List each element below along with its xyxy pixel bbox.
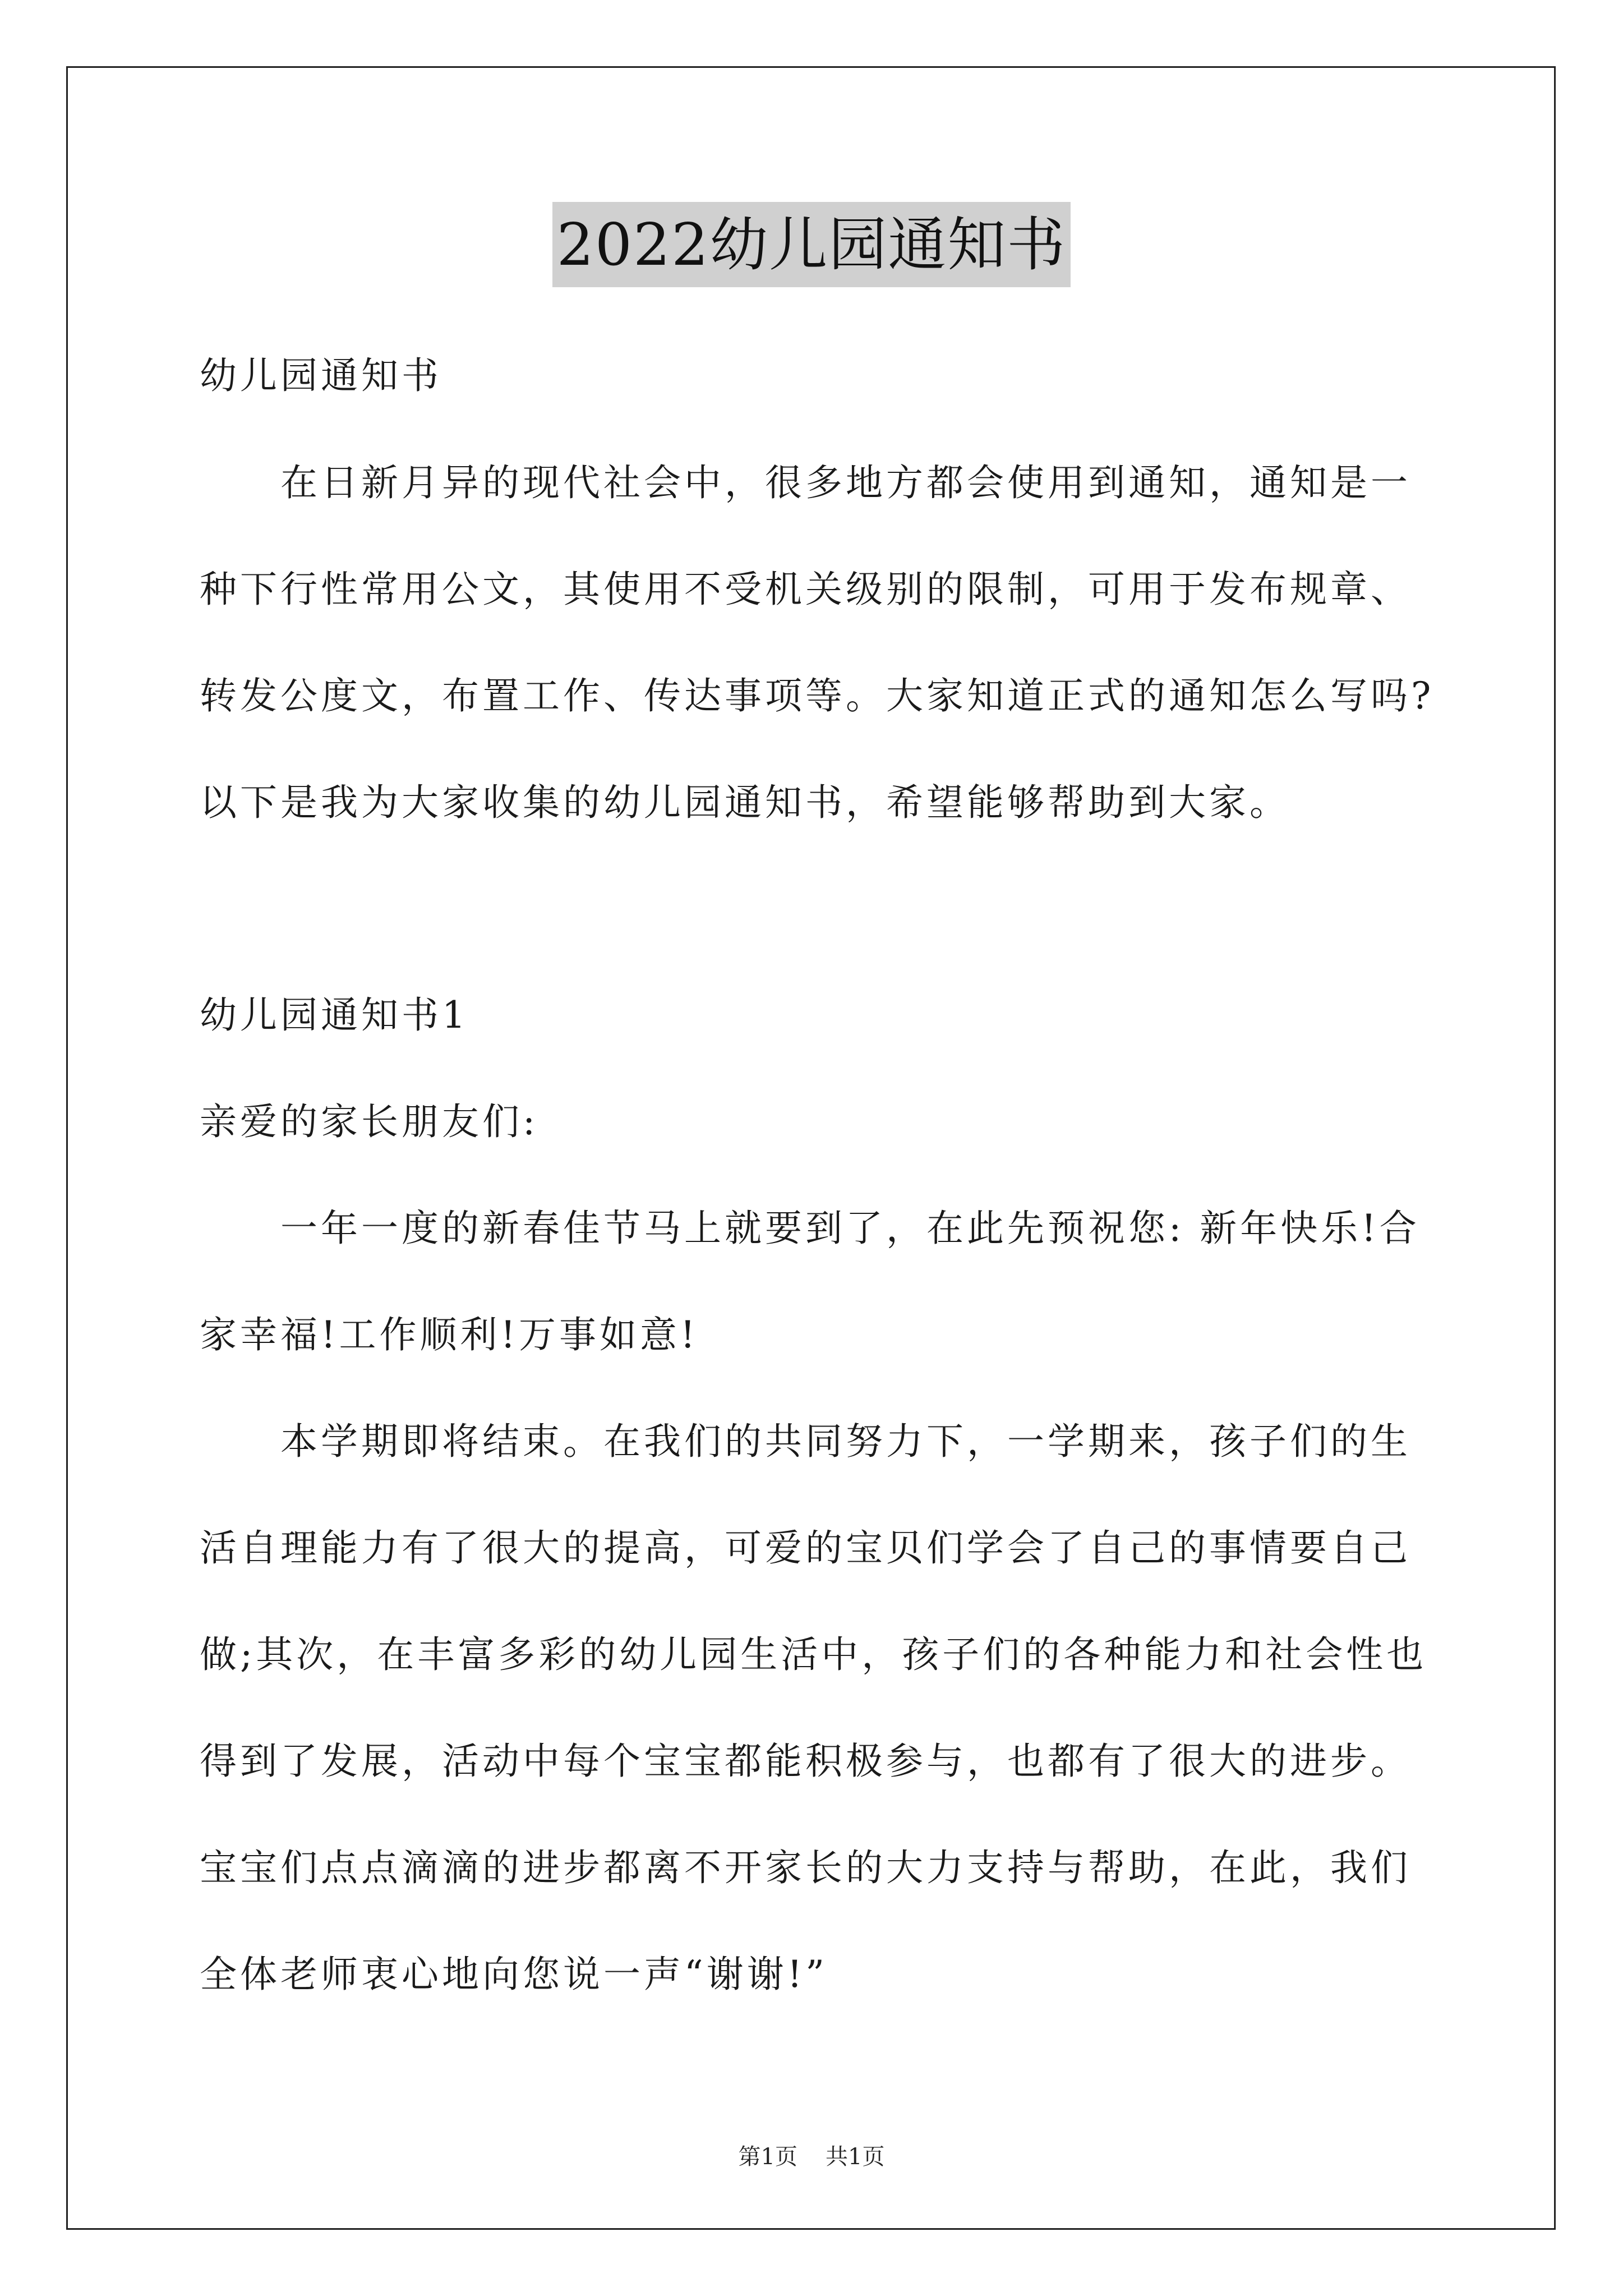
document-title: 2022幼儿园通知书 [552,202,1071,287]
page-footer [0,2140,1623,2174]
paragraph-2-line-6: 全体老师衷心地向您说一声“谢谢!” [200,1953,828,1996]
paragraph-2-line-2: 活自理能力有了很大的提高，可爱的宝贝们学会了自己的事情要自己 [200,1526,1411,1570]
greeting: 亲爱的家长朋友们: [200,1100,539,1143]
paragraph-2-line-5: 宝宝们点点滴滴的进步都离不开家长的大力支持与帮助，在此，我们 [200,1846,1411,1889]
intro-line-2: 种下行性常用公文，其使用不受机关级别的限制，可用于发布规章、 [200,568,1411,611]
paragraph-2-line-4: 得到了发展，活动中每个宝宝都能积极参与，也都有了很大的进步。 [200,1740,1411,1783]
intro-line-3: 转发公度文，布置工作、传达事项等。大家知道正式的通知怎么写吗? [200,674,1435,717]
page-total: 共1页 [826,2144,885,2170]
paragraph-2-line-3: 做;其次，在丰富多彩的幼儿园生活中，孩子们的各种能力和社会性也 [200,1633,1427,1676]
page-number: 第1页 [738,2144,797,2170]
paragraph-1-line-2: 家幸福!工作顺利!万事如意! [200,1313,699,1356]
paragraph-2-line-1: 本学期即将结束。在我们的共同努力下，一学期来，孩子们的生 [280,1420,1411,1463]
intro-line-1: 在日新月异的现代社会中，很多地方都会使用到通知，通知是一 [280,461,1411,504]
document-subtitle: 幼儿园通知书 [200,354,442,397]
title-container [0,202,1623,287]
paragraph-1-line-1: 一年一度的新春佳节马上就要到了，在此先预祝您: 新年快乐!合 [280,1207,1420,1250]
intro-line-4: 以下是我为大家收集的幼儿园通知书，希望能够帮助到大家。 [200,781,1290,824]
section-title: 幼儿园通知书1 [200,993,469,1037]
